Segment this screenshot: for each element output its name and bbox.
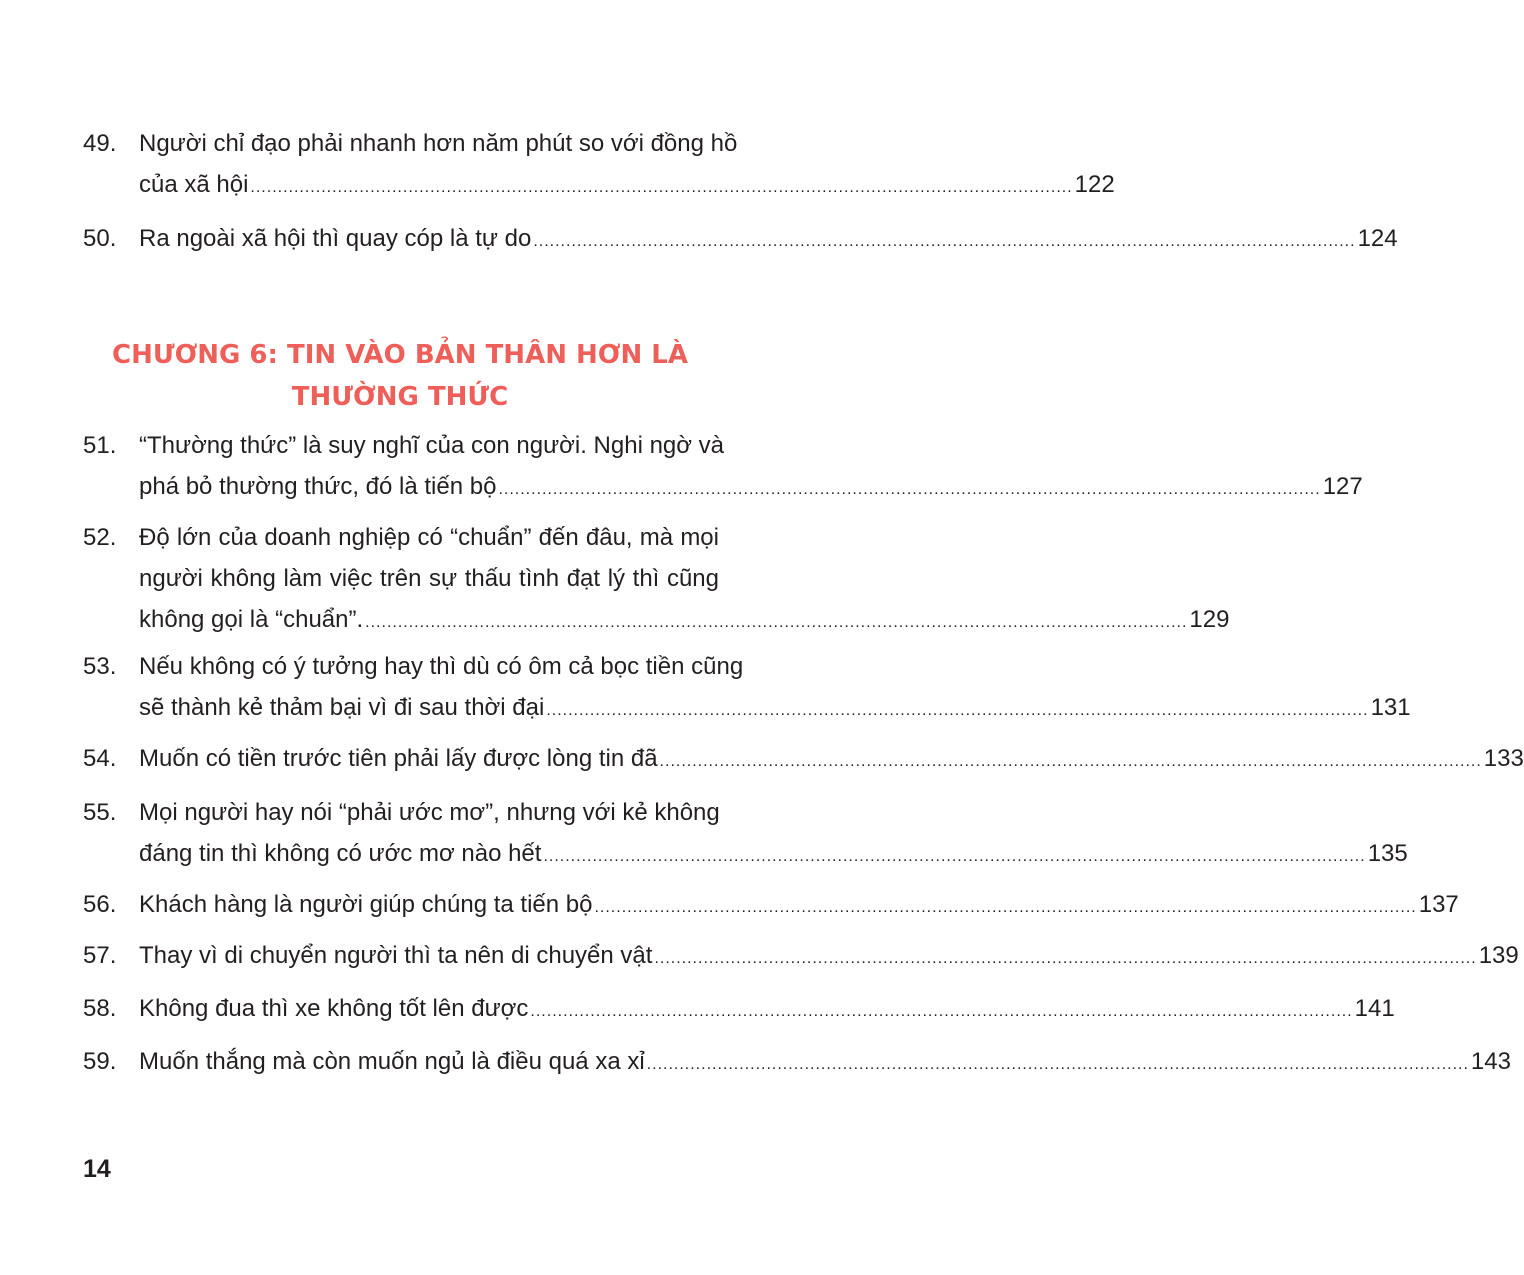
chapter-heading-line-2: THƯỜNG THỨC [291,382,509,412]
entry-last-line [139,988,1395,1029]
page-number: 14 [83,1155,111,1183]
toc-entry-54 [83,738,1524,779]
entry-page-number: 143 [1470,1048,1511,1075]
dot-leader: ....................................................................................................................................................... [543,848,1366,865]
entry-last-line [139,599,1230,640]
entry-title-end: đáng tin thì không có ước mơ nào hết [139,840,542,867]
entry-title-end: Không đua thì xe không tốt lên được [139,995,529,1022]
chapter-heading-line-1: CHƯƠNG 6: TIN VÀO BẢN THÂN HƠN LÀ [112,340,688,370]
entry-number: 54. [83,745,117,772]
entry-number: 58. [83,995,117,1022]
dot-leader: ....................................................................................................................................................... [533,233,1356,250]
entry-page-number: 129 [1189,606,1230,633]
entry-number: 53. [83,653,117,680]
entry-title-end: của xã hội [139,171,249,198]
entry-title-line: Mọi người hay nói “phải ước mơ”, nhưng với kẻ không [139,799,720,826]
entry-last-line [139,218,1398,259]
toc-entry-58 [83,988,1395,1029]
entry-page-number: 122 [1074,171,1115,198]
entry-page-number: 133 [1483,745,1524,772]
toc-entry-49 [83,123,1115,205]
entry-number: 57. [83,942,117,969]
dot-leader: ....................................................................................................................................................... [498,481,1321,498]
entry-last-line [139,884,1459,925]
entry-last-line [139,833,1408,874]
entry-title-end: Thay vì di chuyển người thì ta nên di chuyển vật [139,942,653,969]
toc-entry-55 [83,792,1408,874]
entry-number: 51. [83,432,117,459]
entry-last-line [139,466,1363,507]
entry-title-end: Muốn có tiền trước tiên phải lấy được lòng tin đã [139,745,658,772]
toc-entry-57 [83,935,1519,976]
toc-entry-52 [83,517,1230,640]
entry-title-end: không gọi là “chuẩn”. [139,606,364,633]
dot-leader: ....................................................................................................................................................... [365,614,1188,631]
entry-title-end: Ra ngoài xã hội thì quay cóp là tự do [139,225,532,252]
entry-last-line [139,164,1115,205]
toc-entry-50 [83,218,1398,259]
dot-leader: ....................................................................................................................................................... [654,950,1477,967]
entry-number: 55. [83,799,117,826]
entry-title-end: Khách hàng là người giúp chúng ta tiến bộ [139,891,593,918]
dot-leader: ....................................................................................................................................................... [546,702,1369,719]
entry-number: 50. [83,225,117,252]
entry-last-line [139,935,1519,976]
entry-title-line: người không làm việc trên sự thấu tình đạt lý thì cũng [139,565,719,592]
dot-leader: ....................................................................................................................................................... [659,753,1482,770]
dot-leader: ....................................................................................................................................................... [250,179,1073,196]
entry-title-end: sẽ thành kẻ thảm bại vì đi sau thời đại [139,694,545,721]
entry-number: 59. [83,1048,117,1075]
entry-page-number: 127 [1322,473,1363,500]
entry-title-line: Độ lớn của doanh nghiệp có “chuẩn” đến đâu, mà mọi [139,524,719,551]
entry-number: 56. [83,891,117,918]
entry-page-number: 137 [1418,891,1459,918]
entry-title-line: Nếu không có ý tưởng hay thì dù có ôm cả bọc tiền cũng [139,653,744,680]
chapter-heading [100,334,700,418]
toc-entry-59 [83,1041,1511,1082]
entry-page-number: 139 [1478,942,1519,969]
entry-last-line [139,1041,1511,1082]
toc-entry-51 [83,425,1363,507]
entry-page-number: 131 [1370,694,1411,721]
entry-title-line: Người chỉ đạo phải nhanh hơn năm phút so với đồng hồ [139,130,738,157]
dot-leader: ....................................................................................................................................................... [594,899,1417,916]
entry-page-number: 141 [1354,995,1395,1022]
entry-title-line: “Thường thức” là suy nghĩ của con người. Nghi ngờ và [139,432,725,459]
entry-page-number: 135 [1367,840,1408,867]
entry-last-line [139,738,1524,779]
entry-last-line [139,687,1411,728]
entry-number: 52. [83,524,117,551]
entry-title-end: phá bỏ thường thức, đó là tiến bộ [139,473,497,500]
toc-entry-53 [83,646,1411,728]
entry-page-number: 124 [1357,225,1398,252]
entry-title-end: Muốn thắng mà còn muốn ngủ là điều quá xa xỉ [139,1048,645,1075]
entry-number: 49. [83,130,117,157]
toc-entry-56 [83,884,1459,925]
dot-leader: ....................................................................................................................................................... [530,1003,1353,1020]
dot-leader: ....................................................................................................................................................... [646,1056,1469,1073]
